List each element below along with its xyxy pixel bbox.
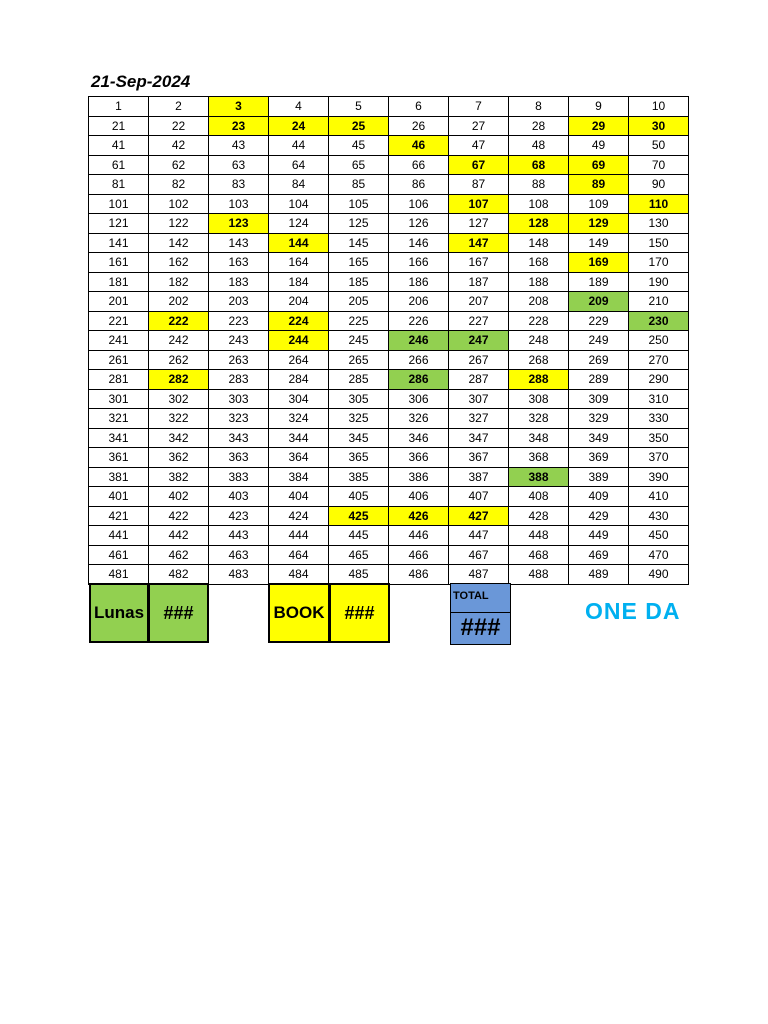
- grid-cell: 230: [629, 311, 689, 331]
- grid-row: [89, 526, 689, 546]
- grid-cell: 29: [569, 116, 629, 136]
- grid-cell: 407: [449, 487, 509, 507]
- grid-cell: 25: [329, 116, 389, 136]
- grid-cell: 127: [449, 214, 509, 234]
- grid-cell: 43: [209, 136, 269, 156]
- grid-cell: 241: [89, 331, 149, 351]
- grid-cell: 485: [329, 565, 389, 585]
- grid-cell: 67: [449, 155, 509, 175]
- grid-cell: 449: [569, 526, 629, 546]
- grid-cell: 184: [269, 272, 329, 292]
- grid-cell: 185: [329, 272, 389, 292]
- grid-cell: 190: [629, 272, 689, 292]
- total-label: TOTAL: [453, 590, 489, 602]
- grid-cell: 462: [149, 545, 209, 565]
- grid-cell: 285: [329, 370, 389, 390]
- grid-cell: 329: [569, 409, 629, 429]
- grid-cell: 165: [329, 253, 389, 273]
- grid-cell: 461: [89, 545, 149, 565]
- grid-cell: 86: [389, 175, 449, 195]
- grid-cell: 326: [389, 409, 449, 429]
- grid-cell: 207: [449, 292, 509, 312]
- grid-cell: 369: [569, 448, 629, 468]
- grid-cell: 24: [269, 116, 329, 136]
- grid-cell: 308: [509, 389, 569, 409]
- grid-cell: 210: [629, 292, 689, 312]
- lunas-value: ###: [148, 583, 209, 643]
- grid-cell: 383: [209, 467, 269, 487]
- grid-cell: 262: [149, 350, 209, 370]
- grid-cell: 3: [209, 97, 269, 117]
- grid-cell: 169: [569, 253, 629, 273]
- grid-cell: 463: [209, 545, 269, 565]
- grid-cell: 350: [629, 428, 689, 448]
- grid-cell: 48: [509, 136, 569, 156]
- grid-cell: 328: [509, 409, 569, 429]
- grid-cell: 481: [89, 565, 149, 585]
- grid-cell: 302: [149, 389, 209, 409]
- grid-cell: 41: [89, 136, 149, 156]
- grid-cell: 224: [269, 311, 329, 331]
- grid-row: [89, 370, 689, 390]
- grid-cell: 61: [89, 155, 149, 175]
- grid-row: [89, 292, 689, 312]
- grid-cell: 349: [569, 428, 629, 448]
- grid-cell: 89: [569, 175, 629, 195]
- grid-cell: 145: [329, 233, 389, 253]
- grid-cell: 305: [329, 389, 389, 409]
- grid-cell: 47: [449, 136, 509, 156]
- grid-cell: 69: [569, 155, 629, 175]
- grid-cell: 107: [449, 194, 509, 214]
- grid-cell: 245: [329, 331, 389, 351]
- grid-cell: 266: [389, 350, 449, 370]
- grid-cell: 168: [509, 253, 569, 273]
- grid-cell: 106: [389, 194, 449, 214]
- grid-cell: 206: [389, 292, 449, 312]
- grid-cell: 88: [509, 175, 569, 195]
- grid-cell: 283: [209, 370, 269, 390]
- grid-cell: 446: [389, 526, 449, 546]
- grid-cell: 310: [629, 389, 689, 409]
- grid-row: [89, 545, 689, 565]
- grid-cell: 126: [389, 214, 449, 234]
- grid-cell: 49: [569, 136, 629, 156]
- grid-cell: 342: [149, 428, 209, 448]
- grid-cell: 289: [569, 370, 629, 390]
- grid-cell: 50: [629, 136, 689, 156]
- grid-cell: 403: [209, 487, 269, 507]
- grid-cell: 46: [389, 136, 449, 156]
- grid-cell: 406: [389, 487, 449, 507]
- grid-cell: 65: [329, 155, 389, 175]
- grid-cell: 450: [629, 526, 689, 546]
- grid-cell: 229: [569, 311, 629, 331]
- grid-cell: 301: [89, 389, 149, 409]
- grid-cell: 142: [149, 233, 209, 253]
- grid-cell: 487: [449, 565, 509, 585]
- grid-cell: 470: [629, 545, 689, 565]
- grid-cell: 343: [209, 428, 269, 448]
- grid-cell: 424: [269, 506, 329, 526]
- grid-cell: 269: [569, 350, 629, 370]
- grid-cell: 368: [509, 448, 569, 468]
- grid-cell: 447: [449, 526, 509, 546]
- grid-cell: 469: [569, 545, 629, 565]
- grid-cell: 330: [629, 409, 689, 429]
- grid-cell: 408: [509, 487, 569, 507]
- grid-cell: 163: [209, 253, 269, 273]
- grid-cell: 361: [89, 448, 149, 468]
- grid-cell: 264: [269, 350, 329, 370]
- grid-cell: 84: [269, 175, 329, 195]
- grid-cell: 187: [449, 272, 509, 292]
- grid-cell: 66: [389, 155, 449, 175]
- grid-row: [89, 487, 689, 507]
- grid-cell: 309: [569, 389, 629, 409]
- grid-row: [89, 467, 689, 487]
- grid-cell: 83: [209, 175, 269, 195]
- grid-cell: 467: [449, 545, 509, 565]
- grid-cell: 166: [389, 253, 449, 273]
- grid-cell: 141: [89, 233, 149, 253]
- grid-cell: 228: [509, 311, 569, 331]
- grid-cell: 325: [329, 409, 389, 429]
- grid-cell: 101: [89, 194, 149, 214]
- grid-row: [89, 155, 689, 175]
- grid-cell: 170: [629, 253, 689, 273]
- grid-cell: 45: [329, 136, 389, 156]
- grid-cell: 428: [509, 506, 569, 526]
- grid-row: [89, 97, 689, 117]
- grid-cell: 265: [329, 350, 389, 370]
- grid-cell: 28: [509, 116, 569, 136]
- grid-cell: 321: [89, 409, 149, 429]
- grid-cell: 90: [629, 175, 689, 195]
- grid-cell: 249: [569, 331, 629, 351]
- grid-cell: 347: [449, 428, 509, 448]
- grid-cell: 161: [89, 253, 149, 273]
- grid-row: [89, 272, 689, 292]
- grid-cell: 208: [509, 292, 569, 312]
- grid-cell: 85: [329, 175, 389, 195]
- grid-cell: 306: [389, 389, 449, 409]
- grid-cell: 102: [149, 194, 209, 214]
- grid-cell: 144: [269, 233, 329, 253]
- grid-cell: 121: [89, 214, 149, 234]
- book-value: ###: [329, 583, 390, 643]
- grid-cell: 382: [149, 467, 209, 487]
- grid-cell: 448: [509, 526, 569, 546]
- grid-cell: 149: [569, 233, 629, 253]
- grid-cell: 429: [569, 506, 629, 526]
- grid-cell: 366: [389, 448, 449, 468]
- grid-cell: 23: [209, 116, 269, 136]
- grid-cell: 327: [449, 409, 509, 429]
- grid-cell: 290: [629, 370, 689, 390]
- grid-row: [89, 331, 689, 351]
- grid-cell: 261: [89, 350, 149, 370]
- grid-cell: 367: [449, 448, 509, 468]
- grid-cell: 226: [389, 311, 449, 331]
- grid-cell: 242: [149, 331, 209, 351]
- grid-cell: 181: [89, 272, 149, 292]
- grid-cell: 209: [569, 292, 629, 312]
- grid-cell: 362: [149, 448, 209, 468]
- grid-row: [89, 506, 689, 526]
- grid-cell: 130: [629, 214, 689, 234]
- grid-cell: 444: [269, 526, 329, 546]
- grid-cell: 222: [149, 311, 209, 331]
- grid-cell: 204: [269, 292, 329, 312]
- lunas-label: Lunas: [89, 583, 149, 643]
- banner-text: ONE DA: [585, 598, 681, 624]
- grid-row: [89, 409, 689, 429]
- grid-cell: 282: [149, 370, 209, 390]
- grid-cell: 70: [629, 155, 689, 175]
- grid-row: [89, 428, 689, 448]
- grid-cell: 421: [89, 506, 149, 526]
- grid-row: [89, 116, 689, 136]
- grid-cell: 287: [449, 370, 509, 390]
- grid-cell: 386: [389, 467, 449, 487]
- grid-cell: 243: [209, 331, 269, 351]
- grid-cell: 423: [209, 506, 269, 526]
- grid-cell: 388: [509, 467, 569, 487]
- grid-cell: 409: [569, 487, 629, 507]
- grid-cell: 201: [89, 292, 149, 312]
- grid-cell: 304: [269, 389, 329, 409]
- grid-cell: 123: [209, 214, 269, 234]
- sheet-date: 21-Sep-2024: [91, 72, 191, 91]
- grid-cell: 489: [569, 565, 629, 585]
- grid-cell: 268: [509, 350, 569, 370]
- grid-cell: 486: [389, 565, 449, 585]
- grid-cell: 468: [509, 545, 569, 565]
- grid-row: [89, 389, 689, 409]
- grid-cell: 188: [509, 272, 569, 292]
- grid-cell: 387: [449, 467, 509, 487]
- grid-cell: 286: [389, 370, 449, 390]
- grid-row: [89, 136, 689, 156]
- grid-cell: 9: [569, 97, 629, 117]
- grid-cell: 189: [569, 272, 629, 292]
- grid-row: [89, 233, 689, 253]
- grid-cell: 248: [509, 331, 569, 351]
- grid-cell: 402: [149, 487, 209, 507]
- grid-cell: 5: [329, 97, 389, 117]
- grid-cell: 404: [269, 487, 329, 507]
- grid-cell: 26: [389, 116, 449, 136]
- grid-cell: 365: [329, 448, 389, 468]
- grid-cell: 164: [269, 253, 329, 273]
- grid-cell: 162: [149, 253, 209, 273]
- grid-cell: 484: [269, 565, 329, 585]
- grid-cell: 68: [509, 155, 569, 175]
- grid-cell: 345: [329, 428, 389, 448]
- grid-cell: 64: [269, 155, 329, 175]
- total-box: [450, 583, 511, 645]
- grid-cell: 4: [269, 97, 329, 117]
- grid-row: [89, 214, 689, 234]
- grid-cell: 81: [89, 175, 149, 195]
- grid-cell: 124: [269, 214, 329, 234]
- grid-cell: 250: [629, 331, 689, 351]
- grid-cell: 427: [449, 506, 509, 526]
- grid-cell: 1: [89, 97, 149, 117]
- grid-cell: 381: [89, 467, 149, 487]
- grid-cell: 288: [509, 370, 569, 390]
- grid-cell: 441: [89, 526, 149, 546]
- grid-cell: 128: [509, 214, 569, 234]
- grid-cell: 410: [629, 487, 689, 507]
- grid-row: [89, 565, 689, 585]
- grid-cell: 348: [509, 428, 569, 448]
- grid-cell: 401: [89, 487, 149, 507]
- grid-cell: 129: [569, 214, 629, 234]
- grid-cell: 147: [449, 233, 509, 253]
- grid-cell: 110: [629, 194, 689, 214]
- grid-cell: 225: [329, 311, 389, 331]
- grid-cell: 8: [509, 97, 569, 117]
- grid-cell: 263: [209, 350, 269, 370]
- grid-cell: 323: [209, 409, 269, 429]
- grid-cell: 445: [329, 526, 389, 546]
- grid-cell: 146: [389, 233, 449, 253]
- grid-cell: 443: [209, 526, 269, 546]
- grid-cell: 425: [329, 506, 389, 526]
- grid-cell: 390: [629, 467, 689, 487]
- grid-cell: 150: [629, 233, 689, 253]
- grid-cell: 284: [269, 370, 329, 390]
- grid-cell: 109: [569, 194, 629, 214]
- grid-cell: 324: [269, 409, 329, 429]
- grid-cell: 426: [389, 506, 449, 526]
- grid-cell: 322: [149, 409, 209, 429]
- grid-row: [89, 350, 689, 370]
- grid-cell: 267: [449, 350, 509, 370]
- grid-cell: 442: [149, 526, 209, 546]
- grid-row: [89, 448, 689, 468]
- grid-cell: 490: [629, 565, 689, 585]
- grid-cell: 281: [89, 370, 149, 390]
- grid-cell: 44: [269, 136, 329, 156]
- grid-cell: 307: [449, 389, 509, 409]
- grid-cell: 384: [269, 467, 329, 487]
- grid-cell: 430: [629, 506, 689, 526]
- grid-cell: 363: [209, 448, 269, 468]
- book-label: BOOK: [268, 583, 330, 643]
- grid-cell: 466: [389, 545, 449, 565]
- grid-cell: 21: [89, 116, 149, 136]
- grid-cell: 205: [329, 292, 389, 312]
- grid-cell: 203: [209, 292, 269, 312]
- grid-cell: 364: [269, 448, 329, 468]
- grid-cell: 483: [209, 565, 269, 585]
- grid-cell: 341: [89, 428, 149, 448]
- grid-cell: 303: [209, 389, 269, 409]
- grid-cell: 488: [509, 565, 569, 585]
- grid-row: [89, 253, 689, 273]
- grid-cell: 105: [329, 194, 389, 214]
- grid-cell: 108: [509, 194, 569, 214]
- grid-cell: 62: [149, 155, 209, 175]
- grid-cell: 125: [329, 214, 389, 234]
- grid-cell: 389: [569, 467, 629, 487]
- grid-cell: 182: [149, 272, 209, 292]
- grid-cell: 167: [449, 253, 509, 273]
- grid-row: [89, 194, 689, 214]
- grid-cell: 223: [209, 311, 269, 331]
- grid-cell: 344: [269, 428, 329, 448]
- grid-cell: 186: [389, 272, 449, 292]
- grid-cell: 63: [209, 155, 269, 175]
- grid-cell: 270: [629, 350, 689, 370]
- total-divider: [451, 612, 510, 613]
- grid-cell: 42: [149, 136, 209, 156]
- grid-cell: 10: [629, 97, 689, 117]
- grid-row: [89, 175, 689, 195]
- grid-cell: 221: [89, 311, 149, 331]
- grid-cell: 7: [449, 97, 509, 117]
- grid-cell: 183: [209, 272, 269, 292]
- grid-cell: 104: [269, 194, 329, 214]
- grid-cell: 30: [629, 116, 689, 136]
- grid-cell: 22: [149, 116, 209, 136]
- grid-cell: 246: [389, 331, 449, 351]
- grid-cell: 122: [149, 214, 209, 234]
- grid-cell: 227: [449, 311, 509, 331]
- grid-cell: 482: [149, 565, 209, 585]
- grid-cell: 82: [149, 175, 209, 195]
- grid-cell: 247: [449, 331, 509, 351]
- total-value: ###: [460, 614, 501, 641]
- grid-cell: 464: [269, 545, 329, 565]
- grid-cell: 346: [389, 428, 449, 448]
- grid-cell: 148: [509, 233, 569, 253]
- grid-cell: 465: [329, 545, 389, 565]
- grid-cell: 2: [149, 97, 209, 117]
- grid-cell: 202: [149, 292, 209, 312]
- grid-cell: 422: [149, 506, 209, 526]
- grid-cell: 27: [449, 116, 509, 136]
- grid-cell: 385: [329, 467, 389, 487]
- grid-cell: 370: [629, 448, 689, 468]
- grid-cell: 405: [329, 487, 389, 507]
- grid-cell: 244: [269, 331, 329, 351]
- number-grid: [88, 96, 689, 585]
- grid-row: [89, 311, 689, 331]
- grid-cell: 87: [449, 175, 509, 195]
- grid-cell: 103: [209, 194, 269, 214]
- grid-cell: 6: [389, 97, 449, 117]
- grid-cell: 143: [209, 233, 269, 253]
